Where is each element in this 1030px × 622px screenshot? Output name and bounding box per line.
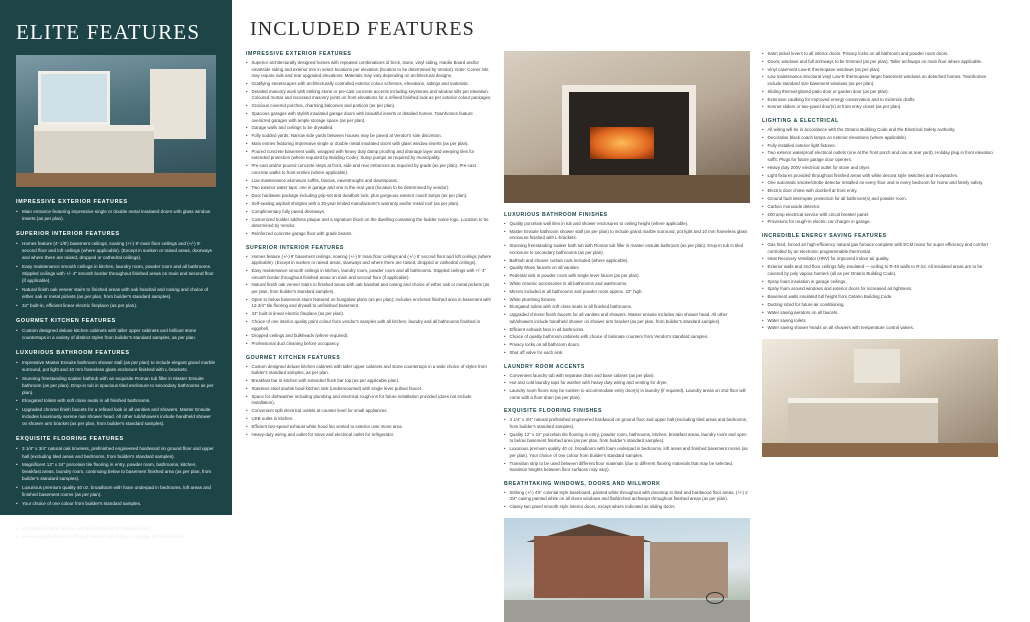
- feature-list-item: • Kennet sliders or two-panel door(s) at front entry closet (as per plan).: [762, 104, 998, 111]
- feature-section: [762, 118, 998, 226]
- feature-list-item: • Satin nickel levers to all interior doors. Privacy locks on all bathroom and powder room doors.: [762, 51, 998, 58]
- feature-list-item: • Quality porcelain wall tiles in tub and shower enclosures to ceiling height (where applicable).: [504, 221, 750, 228]
- feature-list-item: • Water saving shower heads on all showers with temperature control valves.: [762, 325, 998, 332]
- feature-list-item: • Main entrance featuring impressive single or double metal insulated doors with glass window inserts (as per plan).: [16, 208, 216, 222]
- included-features-panel: [232, 0, 1030, 515]
- feature-list: [762, 51, 998, 111]
- feature-list-item: • Shut off valve for each sink.: [504, 350, 750, 357]
- feature-list-item: • Striking (+/-) 4'6" colonial style baseboard, painted white throughout with doorstop to tiled and hardwood floor areas. (+/-) 2 3/4" casing painted white on all doors windows and flat/arched archways throughout finished areas (as per plan).: [504, 490, 750, 503]
- photo-bicycle: [706, 592, 724, 604]
- feature-section-heading: IMPRESSIVE EXTERIOR FEATURES: [246, 51, 352, 57]
- column-2-sections: [504, 212, 750, 511]
- feature-section-heading: LIGHTING & ELECTRICAL: [16, 515, 98, 522]
- feature-list-item: • Vinyl casement Low-E thermopane windows (as per plan).: [762, 67, 998, 74]
- feature-list-item: • Laundry room floors may be sunken to accommodate entry door(s) in laundry (if required). Laundry areas on 2nd floor will come with a floor drain (as per plan).: [504, 388, 750, 401]
- feature-section-heading: LUXURIOUS BATHROOM FINISHES: [504, 212, 608, 218]
- feature-list-item: • Luxurious premium quality 40 oz. broadloom with foam underpad in bedrooms, loft areas and finished basement rooms (as per plan).: [16, 484, 216, 498]
- feature-list-item: • Custom designed deluxe kitchen cabinets with taller upper cabinets and stone countertops in a wide choice of styles from builder's standard samples, as per plan.: [246, 364, 492, 377]
- feature-list-item: • Homes feature (+/-) 8' basement ceilings, soaring (+/-) 9' main floor ceilings and (+/-) 8' second floor and loft ceilings (where applicable). (Except in sunken or raised areas, stairways and where there are raised, dropped or cathedral ceilings).: [246, 254, 492, 267]
- feature-list-item: • Light fixtures provided throughout finished areas with white decora style switches and receptacles.: [762, 173, 998, 180]
- feature-section: [16, 318, 216, 341]
- photo-floor: [16, 173, 216, 187]
- elite-features-panel: [0, 0, 232, 540]
- feature-section: [504, 481, 750, 511]
- feature-list: [762, 242, 998, 332]
- feature-list: [16, 240, 216, 308]
- feature-list: [504, 417, 750, 473]
- column-1-sections: [246, 51, 492, 438]
- photo-island: [788, 398, 938, 443]
- feature-section: [16, 516, 216, 541]
- kitchen-interior-photo: [16, 55, 216, 187]
- feature-list-item: • Carbon monoxide detector.: [762, 204, 998, 211]
- photo-range-hood: [854, 349, 900, 383]
- feature-list-item: • 200 amp electrical service with accessible circuit breaker panel.: [16, 525, 216, 532]
- feature-list-item: • Self-sealing asphalt shingles with a 30-year limited manufacturer's warranty and/or metal roof (as per plan).: [246, 201, 492, 208]
- feature-list: [504, 490, 750, 511]
- feature-list-item: • Your choice of one colour from builder's standard samples.: [16, 500, 216, 507]
- feature-list-item: • Customized builder address plaque and a signature block on the dwelling containing the builder name logo. Location to be determined by Vendor.: [246, 217, 492, 230]
- feature-section: [762, 233, 998, 332]
- feature-section-heading: GOURMET KITCHEN FEATURES: [246, 354, 341, 361]
- feature-section-heading: EXQUISITE FLOORING FEATURES: [16, 436, 124, 443]
- feature-list-item: • Gratifying streetscapes with architecturally controlled exterior colour schemes, elevations, sidings and materials.: [246, 81, 492, 88]
- feature-section: [16, 436, 216, 506]
- feature-list-item: • Sliding thermal-glazed patio door or garden door (as per plan).: [762, 89, 998, 96]
- feature-list-item: • Heat Recovery Ventilator (HRV) for improved indoor air quality.: [762, 256, 998, 263]
- feature-list-item: • Two exterior water taps: one in garage and one in the rear yard (location to be determined by vendor).: [246, 185, 492, 192]
- feature-list-item: • Quality Moen faucets on all vanities.: [504, 265, 750, 272]
- feature-list-item: • Quality 12" x 24" porcelain tile flooring in entry, powder room, bathrooms, kitchen, breakfast areas, laundry room and open to below basement finished area (as per plan, from builder's standard samples).: [504, 432, 750, 445]
- feature-list-item: • 34" built-in linear electric fireplace (as per plan).: [246, 311, 492, 318]
- feature-list-item: • Provisions for rough-in electric car charger in garage.: [762, 219, 998, 226]
- feature-list-item: • Professional duct cleaning before occupancy.: [246, 341, 492, 348]
- feature-list-item: • Fully installed exterior light fixtures.: [762, 143, 998, 150]
- feature-list-item: • White plumbing fixtures.: [504, 297, 750, 304]
- feature-section-heading: SUPERIOR INTERIOR FEATURES: [246, 244, 344, 251]
- feature-list-item: • 3 1/4" x 3/4" natural oak timeless, prefinished engineered hardwood on ground floor and upper hall (excluding tiled areas and bedrooms, from builder's standard samples).: [16, 445, 216, 459]
- feature-section: [246, 245, 492, 348]
- feature-list: [762, 127, 998, 226]
- feature-list-item: • Classy two panel smooth style interior doors, except where indicated as sliding doors.: [504, 504, 750, 511]
- feature-list-item: • Pre-cast and/or poured concrete steps at front, side and rear entrances as required by grade (as per plan). Pre-cast concrete walks to front entries (where applicable).: [246, 163, 492, 176]
- photo-house-left: [534, 536, 644, 598]
- feature-list: [16, 525, 216, 541]
- feature-section-heading: LIGHTING & ELECTRICAL: [762, 118, 839, 124]
- feature-list: [16, 208, 216, 222]
- feature-list-item: • Heavy-duty wiring and outlet for stove and electrical outlet for refrigerator.: [246, 432, 492, 439]
- streetscape-exterior-photo: [504, 518, 750, 622]
- included-features-title: INCLUDED FEATURES: [250, 18, 475, 40]
- feature-list-item: • Impressive Master Ensuite bathroom shower stall (as per plan) to include elegant grand marble surround, pot light and 10 mm frameless glass enclosure finished with L-brackets.: [16, 359, 216, 373]
- features-column-3: [762, 51, 998, 465]
- kitchen-island-photo: [762, 339, 998, 457]
- photo-floor: [762, 443, 998, 457]
- feature-section: [504, 408, 750, 473]
- feature-list-item: • Innovative provisions for rough-in electric car charger in garage for convenience.: [16, 533, 216, 540]
- features-column-1: [246, 51, 492, 445]
- feature-list: [246, 364, 492, 438]
- feature-list-item: • Decorative black coach lamps on exterior elevations (where applicable).: [762, 135, 998, 142]
- feature-section: [16, 199, 216, 222]
- photo-island: [34, 125, 154, 175]
- features-columns: [246, 51, 1016, 622]
- feature-list-item: • Privacy locks on all bathroom doors.: [504, 342, 750, 349]
- elite-features-title: ELITE FEATURES: [16, 20, 201, 44]
- feature-list-item: • Gracious covered porches, charming balconies and porticos (as per plan).: [246, 103, 492, 110]
- feature-section-heading: GOURMET KITCHEN FEATURES: [16, 317, 116, 324]
- feature-list-item: • Ground fault interrupter protection for all bathroom(s) and powder room.: [762, 196, 998, 203]
- feature-list-item: • Upgraded chrome finish faucets for all vanities and showers. Master ensuite includes rain shower head. All other tub/showers include handheld shower on shower arm bracket (as per plan, from builder's standard samples).: [504, 312, 750, 325]
- feature-list-item: • Custom designed deluxe kitchen cabinets with taller upper cabinets and brilliant stone countertops in a variety of distinct styles from builder's standard samples, as per plan.: [16, 327, 216, 341]
- feature-list-item: • Pedestal sink in powder room with single lever faucet (as per plan).: [504, 273, 750, 280]
- feature-list: [16, 327, 216, 341]
- feature-list-item: • Dropped ceilings and bulkheads (where required).: [246, 333, 492, 340]
- feature-list-item: • Hot and cold laundry taps for washer with heavy duty wiring and venting for dryer.: [504, 380, 750, 387]
- feature-list-item: • Doors, windows and full archways to be trimmed (as per plan). Taller archways on main floor where applicable.: [762, 59, 998, 66]
- feature-section-heading: SUPERIOR INTERIOR FEATURES: [16, 231, 120, 238]
- feature-list-item: • Upgraded chrome finish faucets for a refined look in all vanities and showers. Master Ensuite includes luxuriously serene rain shower head. All other tub/showers include handheld shower on shower arm bracket (as per plan, from builder's standard samples).: [16, 406, 216, 427]
- feature-list-item: • 34" built-in, efficient linear electric fireplace (as per plan).: [16, 302, 216, 309]
- feature-list-item: • Stunning freestanding soaker bath tub with Roman tub filler in master ensuite bathroom (as per plan). Drop-in tub in tiled enclosure to secondary bathrooms (as per plan).: [504, 243, 750, 256]
- feature-list-item: • Choice of one interior quality paint colour from vendor's samples with all kitchen, laundry and all bathrooms finished in eggshell.: [246, 319, 492, 332]
- photo-fire-flame: [590, 127, 654, 159]
- feature-list-item: • USB outlet in kitchen.: [246, 416, 492, 423]
- feature-list-item: • Superior architecturally designed homes with repeated combinations of brick, stone, vinyl siding, Hardie Board and/or smartside siding and exterior trim in select locations per elevation (location to be determined by Vendor). Note: Corner lots may require side and rear upgraded elevations. Materials may vary depending on architectural designs.: [246, 60, 492, 80]
- feature-list-item: • Poured concrete basement walls, wrapped with heavy duty damp proofing and drainage layer and weeping tiles for extended protection (where required by Building Code). Sump pumps as required by municipality.: [246, 149, 492, 162]
- feature-section: [16, 350, 216, 427]
- feature-list: [246, 60, 492, 238]
- feature-list-item: • Spray foam insulation in garage ceilings.: [762, 279, 998, 286]
- living-room-fireplace-photo: [504, 51, 750, 203]
- feature-list: [16, 445, 216, 506]
- feature-list-item: • All wiring will be in accordance with the Ontario Building Code and the Electrical Safety Authority.: [762, 127, 998, 134]
- feature-list-item: • Open to below basement stairs featured on bungalow plans (as per plan); includes enclosed finished area in basement with 12-3/4" tile flooring and drywall to unfinished basement.: [246, 297, 492, 310]
- feature-list-item: • White ceramic accessories in all bathrooms and washrooms.: [504, 281, 750, 288]
- elite-features-sections: [16, 199, 216, 541]
- feature-section: [246, 355, 492, 438]
- feature-list-item: • Water saving toilets.: [762, 318, 998, 325]
- photo-cabinet: [150, 69, 206, 139]
- feature-section-heading: BREATHTAKING WINDOWS, DOORS AND MILLWORK: [504, 480, 661, 487]
- feature-list-item: • Natural finish oak veneer stairs to finished areas with oak handrail and nosing and choice of either oak or metal pickets (as per plan, from builder's standard samples).: [16, 286, 216, 300]
- feature-list: [504, 373, 750, 402]
- feature-section: [504, 364, 750, 402]
- feature-list-item: • Transition strip to be used between different floor materials (due to different flooring materials that may be selected, transition heights between floor surfaces may vary).: [504, 461, 750, 474]
- feature-list-item: • Door hardware package including grip-set and deadbolt lock, plus gorgeous exterior coach lamps (as per plan).: [246, 193, 492, 200]
- photo-floor: [504, 175, 750, 203]
- feature-list-item: • Exterior walls and 2nd floor ceilings fully insulated — ceiling to R-40 walls to R-22. All insulated areas are to be covered by poly vapour barriers (all as per Ontario Building Code).: [762, 264, 998, 277]
- feature-section-heading: EXQUISITE FLOORING FINISHES: [504, 408, 603, 415]
- feature-list-item: • Low maintenance aluminum soffits, fascias, eavestroughs and downspouts.: [246, 178, 492, 185]
- feature-list-item: • Garage walls and ceilings to be drywalled.: [246, 125, 492, 132]
- feature-list-item: • Mirrors included in all bathrooms and powder room approx. 42" high.: [504, 289, 750, 296]
- photo-window: [38, 71, 110, 125]
- feature-list-item: • Water saving aerators on all faucets.: [762, 310, 998, 317]
- feature-list-item: • Complimentary fully paved driveways.: [246, 209, 492, 216]
- feature-list-item: • Gas fired, forced air high-efficiency natural gas furnace complete with ECM motor for super efficiency and comfort controlled by an electronic programmable thermostat.: [762, 242, 998, 255]
- feature-list-item: • Master Ensuite bathroom shower stall (as per plan) to include grand marble surround, pot light and 10 mm frameless glass enclosure finished with L-brackets.: [504, 229, 750, 242]
- feature-list-item: • Bathtub and shower curtain rods included (where applicable).: [504, 258, 750, 265]
- feature-list-item: • Electric door chime with doorbell at front entry.: [762, 188, 998, 195]
- feature-section: [16, 231, 216, 308]
- feature-section-heading: IMPRESSIVE EXTERIOR FEATURES: [16, 199, 128, 205]
- feature-list-item: • 200 amp electrical service with circuit breaker panel.: [762, 212, 998, 219]
- feature-list: [504, 221, 750, 357]
- feature-list-item: • Two exterior waterproof electrical outlets (one at the front porch and one at rear yard). Holiday plug in front elevation soffit. Plugs for future garage door openers.: [762, 150, 998, 163]
- feature-list-item: • Reinforced concrete garage floor with grade beams.: [246, 231, 492, 238]
- feature-section-heading: INCREDIBLE ENERGY SAVING FEATURES: [762, 232, 887, 239]
- feature-list-item: • Heavy duty 200V electrical outlet for stove and dryer.: [762, 165, 998, 172]
- feature-list-item: • Fully sodded yards. Narrow side yards between houses may be paved at Vendor's sole discretion.: [246, 133, 492, 140]
- photo-house-right: [650, 542, 728, 598]
- feature-list-item: • Basement walls insulated full height from Ontario Building Code.: [762, 294, 998, 301]
- column-3-sections: [762, 51, 998, 332]
- feature-list-item: • Luxurious premium quality 40 oz. broadloom with foam underpad in bedrooms, loft areas and finished basement rooms (as per plan). Your choice of one colour from builder's standard samples.: [504, 446, 750, 459]
- feature-list-item: • Easy maintenance smooth ceilings in kitchen, laundry room, powder room and all bathrooms. Stippled ceilings with +/- 4" smooth border throughout finished areas on main and second floor (if applicable).: [246, 268, 492, 281]
- feature-list-item: • 3 1/4" x 3/4" natural prefinished engineered hardwood on ground floor and upper hall (excluding tiled areas and bedrooms; from builder's standard samples).: [504, 417, 750, 430]
- feature-list-item: • Convenient laundry tub with separate drain and base cabinet (as per plan).: [504, 373, 750, 380]
- feature-section-heading: LUXURIOUS BATHROOM FEATURES: [16, 349, 130, 356]
- feature-list: [16, 359, 216, 427]
- feature-list-item: • Efficient two-speed exhaust white hood fan vented to exterior over stove area.: [246, 424, 492, 431]
- feature-list-item: • Choice of quality bathroom cabinets with choice of laminate counters from Vendor's standard samples.: [504, 334, 750, 341]
- features-column-2: [504, 51, 750, 622]
- feature-list-item: • Easy maintenance smooth ceilings in kitchen, laundry room, powder room and all bathrooms. Stippled ceilings with +/- 4" smooth border throughout finished areas on main and second floor (if applicable).: [16, 263, 216, 284]
- feature-list-item: • Stainless steel double bowl kitchen sink (undermounted) with single lever pullout faucet.: [246, 386, 492, 393]
- feature-list-item: • Low maintenance structural vinyl Low-E thermopane larger basement windows on detached homes. Townhomes include standard size basement windows (as per plan).: [762, 74, 998, 87]
- feature-section-heading: LAUNDRY ROOM ACCENTS: [504, 363, 585, 370]
- feature-list-item: • One automatic smoke/strobe detector installed on every floor and in every bedroom for home and family safety.: [762, 180, 998, 187]
- feature-list-item: • Magnificent 12" x 24" porcelain tile flooring in entry, powder room, bathrooms, kitchen, breakfast areas, laundry room, continuing below to basement finished area (as per plan, from builder's standard samples).: [16, 461, 216, 482]
- feature-list-item: • Convenient split electrical outlets at counter level for small appliances.: [246, 408, 492, 415]
- feature-list-item: • Elongated toilets with soft close seats in all finished bathrooms.: [16, 397, 216, 404]
- feature-section: [246, 51, 492, 238]
- feature-list-item: • Elongated toilets with soft close seats in all finished bathrooms.: [504, 304, 750, 311]
- feature-list-item: • Efficient exhaust fans in all bathrooms.: [504, 327, 750, 334]
- feature-list-item: • Natural finish oak veneer stairs to finished areas with oak handrail and nosing and choice of either oak or metal pickets (as per plan, from builder's standard samples).: [246, 282, 492, 295]
- feature-list: [246, 254, 492, 348]
- feature-list-item: • Spacious garages with stylish insulated garage doors with beautiful inserts or detailed homes. Townhomes feature oversized garages with ample storage space (as per plan).: [246, 111, 492, 124]
- feature-list-item: • Detailed masonry work with striking stone or pre-cast concrete accents including keystones and window sills per elevation. Coloured mortar and recessed masonry joints on front elevations for a refined finished look as per exterior colour packages.: [246, 89, 492, 102]
- feature-list-item: • Breakfast bar in kitchen with extended flush bar top (as per applicable plan).: [246, 378, 492, 385]
- feature-list-item: • Spray foam around windows and exterior doors for increased air tightness.: [762, 286, 998, 293]
- feature-list-item: • Extensive caulking for improved energy conservation and to minimize drafts.: [762, 97, 998, 104]
- feature-list-item: • Stunning freestanding soaker bathtub with an exquisite Roman tub filler in Master Ensuite bathroom (as per plan). Drop-in tub in spacious tiled enclosure to secondary bathrooms as per plan).: [16, 375, 216, 396]
- feature-list-item: • Main entries featuring impressive single or double metal insulated doors with glass window inserts (as per plan).: [246, 141, 492, 148]
- feature-list-item: • Space for dishwasher including plumbing and electrical rough-ins for future installation provided (does not include installation).: [246, 394, 492, 407]
- feature-section: [762, 51, 998, 111]
- feature-list-item: • Homes feature (4'-1/8') basement ceilings, soaring (+/-) 9' main floor ceilings and (+/-) 8' second floor and loft ceilings (where applicable). (Except in sunken or raised areas, doorways and where there are raised, dropped or cathedral ceilings).: [16, 240, 216, 261]
- feature-section: [504, 212, 750, 357]
- feature-list-item: • Ducting sized for future air conditioning.: [762, 302, 998, 309]
